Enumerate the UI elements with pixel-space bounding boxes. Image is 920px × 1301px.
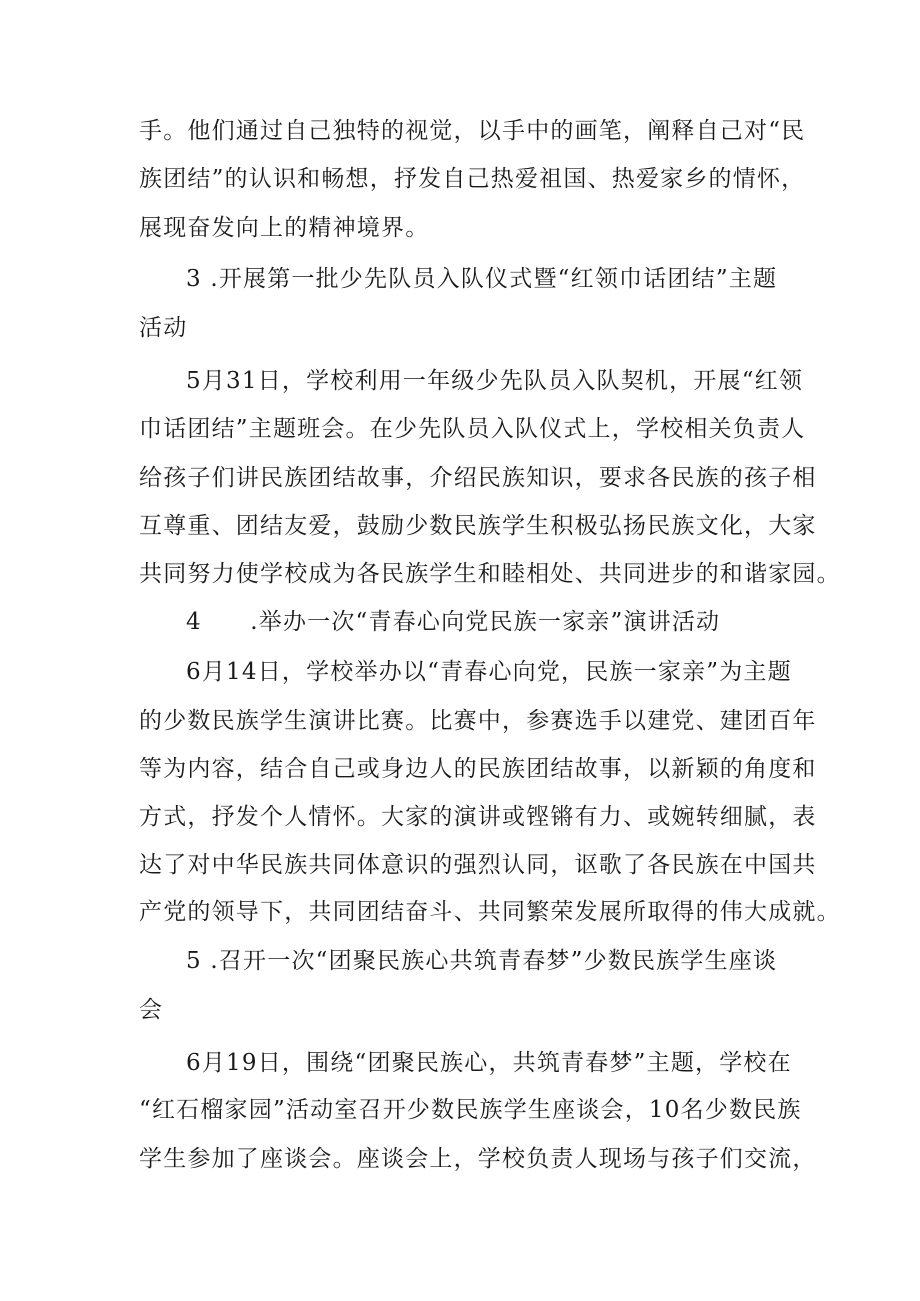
section-heading-5-cont: 会 [139, 997, 164, 1023]
text-line: 等为内容，结合自己或身边人的民族团结故事，以新颖的角度和 [139, 756, 817, 782]
text-line: 共同努力使学校成为各民族学生和睦相处、共同进步的和谐家园。 [139, 561, 841, 587]
text-line: 给孩子们讲民族团结故事，介绍民族知识，要求各民族的孩子相 [139, 465, 817, 491]
section-heading-4: 4 .举办一次“青春心向党民族一家亲”演讲活动 [186, 609, 721, 635]
text-line: “红石榴家园”活动室召开少数民族学生座谈会，10名少数民族 [139, 1097, 802, 1123]
text-line: 族团结”的认识和畅想，抒发自己热爱祖国、热爱家乡的情怀， [139, 166, 806, 192]
text-line: 6月14日，学校举办以“青春心向党，民族一家亲”为主题 [186, 659, 792, 685]
text-line: 产党的领导下，共同团结奋斗、共同繁荣发展所取得的伟大成就。 [139, 899, 841, 925]
text-line: 达了对中华民族共同体意识的强烈认同，讴歌了各民族在中国共 [139, 852, 817, 878]
text-line: 手。他们通过自己独特的视觉，以手中的画笔，阐释自己对“民 [139, 118, 806, 144]
section-heading-5: 5 .召开一次“团聚民族心共筑青春梦”少数民族学生座谈 [186, 948, 778, 974]
text-line: 互尊重、团结友爱，鼓励少数民族学生积极弘扬民族文化，大家 [139, 513, 817, 539]
text-line: 展现奋发向上的精神境界。 [139, 215, 430, 241]
text-line: 5月31日，学校利用一年级少先队员入队契机，开展“红领 [186, 368, 804, 394]
text-line: 6月19日，围绕“团聚民族心，共筑青春梦”主题，学校在 [186, 1050, 792, 1076]
section-heading-3-cont: 活动 [139, 315, 188, 341]
section-heading-3: 3 .开展第一批少先队员入队仪式暨“红领巾话团结”主题 [186, 266, 778, 292]
text-line: 的少数民族学生演讲比赛。比赛中，参赛选手以建党、建团百年 [139, 708, 817, 734]
text-line: 方式，抒发个人情怀。大家的演讲或铿锵有力、或婉转细腻，表 [139, 804, 817, 830]
text-line: 巾话团结”主题班会。在少先队员入队仪式上，学校相关负责人 [139, 416, 806, 442]
text-line: 学生参加了座谈会。座谈会上，学校负责人现场与孩子们交流， [139, 1146, 817, 1172]
